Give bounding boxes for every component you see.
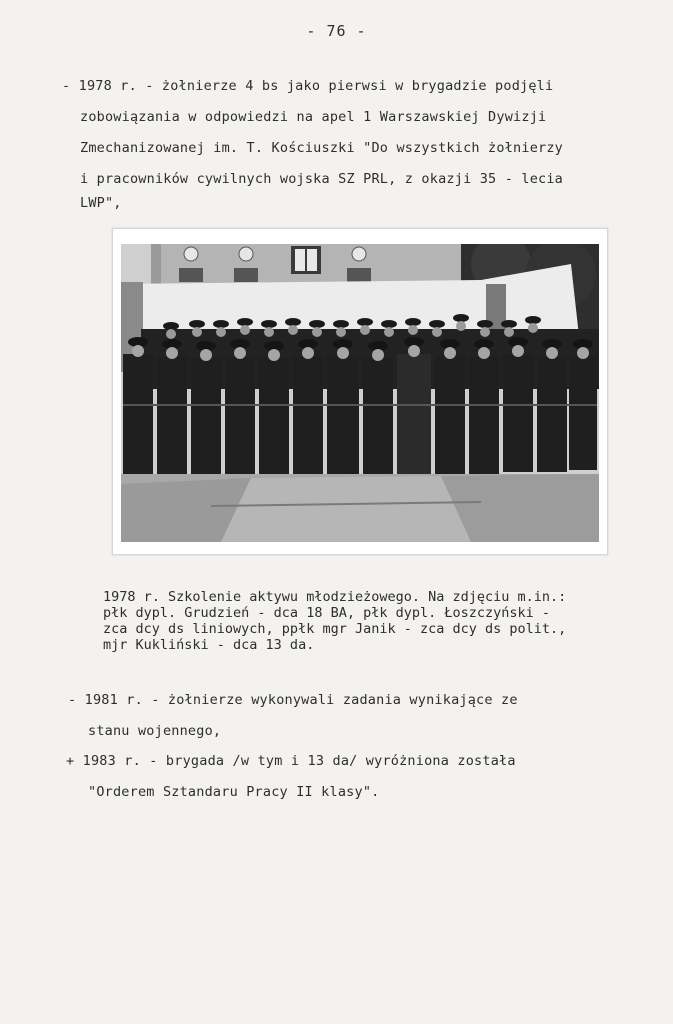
photo-caption-line-1: 1978 r. Szkolenie aktywu młodzieżowego. Na zdjęciu m.in.: — [103, 589, 567, 605]
paragraph-1978-line-1: - 1978 r. - żołnierze 4 bs jako pierwsi w brygadzie podjęli — [62, 78, 554, 94]
paragraph-1978-line-4: i pracowników cywilnych wojska SZ PRL, z okazji 35 - lecia — [80, 171, 564, 187]
paragraph-1981-line-2: stanu wojennego, — [88, 723, 222, 739]
group-photo-image — [121, 244, 599, 542]
paragraph-1978-line-3: Zmechanizowanej im. T. Kościuszki "Do wszystkich żołnierzy — [80, 140, 564, 156]
photo-caption-line-4: mjr Kukliński - dca 13 da. — [103, 637, 315, 653]
paragraph-1978-line-5: LWP", — [80, 195, 122, 211]
photo-caption-line-2: płk dypl. Grudzień - dca 18 BA, płk dypl. Łoszczyński - — [103, 605, 551, 621]
paragraph-1981-line-1: - 1981 r. - żołnierze wykonywali zadania wynikające ze — [68, 692, 518, 708]
paragraph-1978-line-2: zobowiązania w odpowiedzi na apel 1 Warszawskiej Dywizji — [80, 109, 547, 125]
paragraph-1983-line-2: "Orderem Sztandaru Pracy II klasy". — [88, 784, 380, 800]
group-photo — [112, 228, 608, 555]
paragraph-1983-line-1: + 1983 r. - brygada /w tym i 13 da/ wyróżniona została — [66, 753, 516, 769]
page-number: - 76 - — [306, 22, 367, 40]
photo-caption-line-3: zca dcy ds liniowych, ppłk mgr Janik - zca dcy ds polit., — [103, 621, 567, 637]
